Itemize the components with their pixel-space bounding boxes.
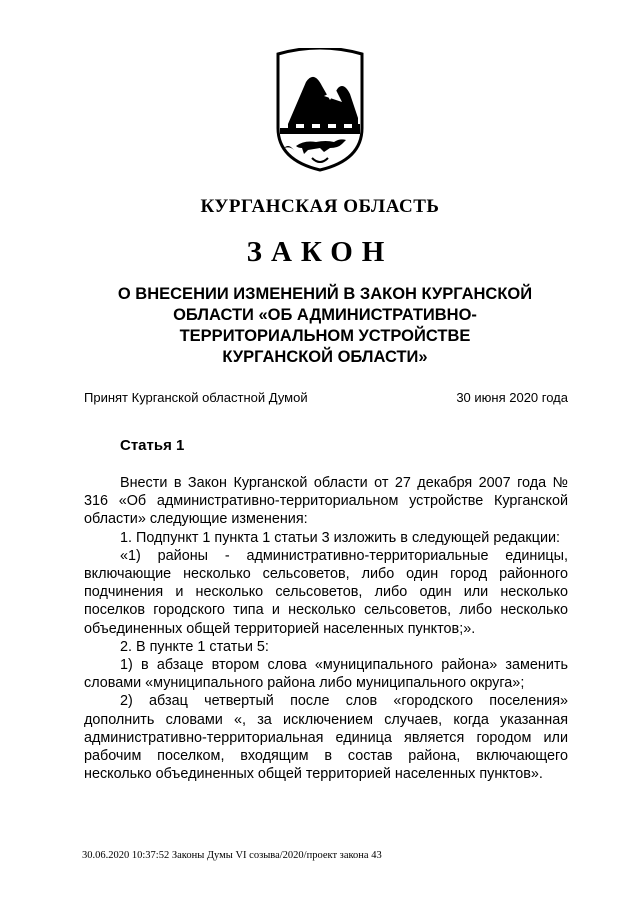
paragraph: 1. Подпункт 1 пункта 1 статьи 3 изложить в следующей редакции: bbox=[120, 529, 561, 546]
law-title-line: ТЕРРИТОРИАЛЬНОМ УСТРОЙСТВЕ bbox=[179, 327, 471, 345]
region-name: КУРГАНСКАЯ ОБЛАСТЬ bbox=[200, 196, 440, 217]
adoption-date: 30 июня 2020 года bbox=[456, 390, 568, 405]
article-body bbox=[84, 474, 568, 783]
paragraph: 2. В пункте 1 статьи 5: bbox=[120, 638, 269, 655]
coat-of-arms-icon bbox=[268, 48, 372, 174]
adopted-by: Принят Курганской областной Думой bbox=[84, 390, 308, 405]
law-title-line: КУРГАНСКОЙ ОБЛАСТИ» bbox=[222, 348, 428, 366]
paragraph: «1) районы - административно-территориальные единицы, включающие несколько сельсоветов, либо один город районного подчинения и несколько сельсоветов, либо один или несколько поселков городского типа и несколько сельсоветов, либо несколько объединенных общей территорией населенных пунктов;». bbox=[84, 547, 568, 637]
footer-stamp: 30.06.2020 10:37:52 Законы Думы VI созыва/2020/проект закона 43 bbox=[82, 850, 382, 861]
document-type: ЗАКОН bbox=[246, 236, 394, 268]
law-title bbox=[90, 284, 560, 368]
article-heading: Статья 1 bbox=[120, 437, 185, 454]
law-title-line: О ВНЕСЕНИИ ИЗМЕНЕНИЙ В ЗАКОН КУРГАНСКОЙ bbox=[117, 285, 533, 303]
paragraph: 2) абзац четвертый после слов «городского поселения» дополнить словами «, за исключением случаев, когда указанная административно-территориальная единица является городом или рабочим поселком, входящим в состав района, включающего несколько объединенных общей территорией населенных пунктов». bbox=[84, 693, 568, 783]
law-title-line: ОБЛАСТИ «ОБ АДМИНИСТРАТИВНО- bbox=[173, 306, 477, 324]
paragraph: 1) в абзаце втором слова «муниципального района» заменить словами «муниципального района либо муниципального округа»; bbox=[84, 657, 568, 692]
paragraph: Внести в Закон Курганской области от 27 декабря 2007 года № 316 «Об административно-территориальном устройстве Курганской области» следующие изменения: bbox=[84, 475, 568, 528]
